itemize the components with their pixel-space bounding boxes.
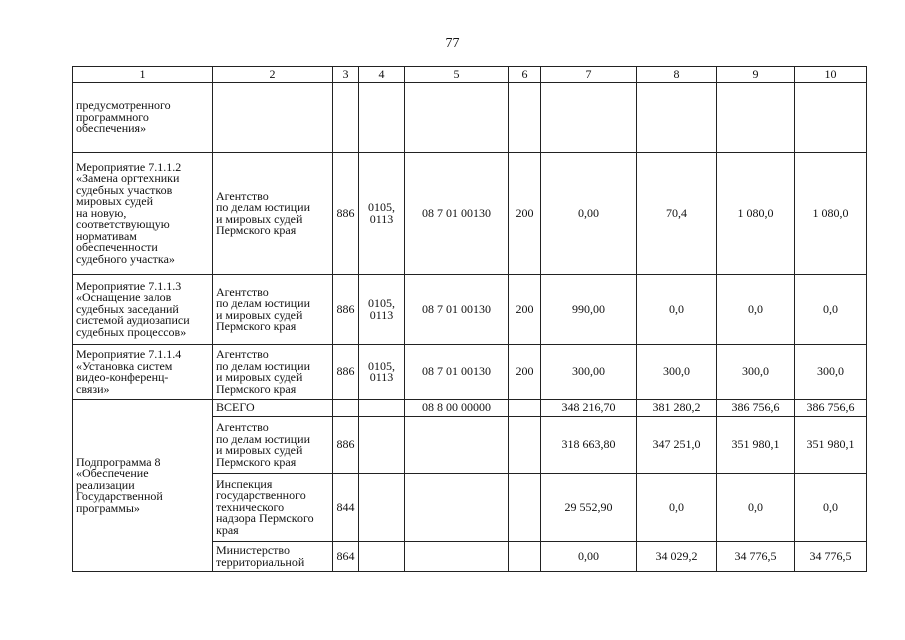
- code-6-cell: 200: [509, 153, 541, 275]
- value-10-cell: 0,0: [795, 275, 867, 345]
- code-5-cell: 08 7 01 00130: [405, 345, 509, 400]
- code-6-cell: 200: [509, 275, 541, 345]
- value-9-cell: 351 980,1: [717, 417, 795, 474]
- code-3-cell: [333, 400, 359, 417]
- value-9-cell: 0,0: [717, 474, 795, 542]
- header-cell: 2: [213, 67, 333, 83]
- code-6-cell: [509, 83, 541, 153]
- code-5-cell: [405, 417, 509, 474]
- value-9-cell: 300,0: [717, 345, 795, 400]
- activity-name: Мероприятие 7.1.1.2 «Замена оргтехники судебных участков мировых судей на новую, соответствующую нормативам обеспеченности судебного участка»: [73, 153, 213, 275]
- table-row: [73, 345, 867, 400]
- value-7-cell: 0,00: [541, 153, 637, 275]
- code-3-cell: 864: [333, 542, 359, 572]
- value-10-cell: [795, 83, 867, 153]
- value-10-cell: 386 756,6: [795, 400, 867, 417]
- header-cell: 10: [795, 67, 867, 83]
- executor-cell: [213, 83, 333, 153]
- value-7-cell: 348 216,70: [541, 400, 637, 417]
- subprogram-name: Подпрограмма 8 «Обеспечение реализации Государственной программы»: [73, 400, 213, 572]
- code-3-cell: 886: [333, 153, 359, 275]
- code-4-cell: 0105, 0113: [359, 275, 405, 345]
- code-6-cell: [509, 400, 541, 417]
- value-7-cell: 300,00: [541, 345, 637, 400]
- value-7-cell: 29 552,90: [541, 474, 637, 542]
- value-9-cell: [717, 83, 795, 153]
- value-10-cell: 34 776,5: [795, 542, 867, 572]
- executor-cell: Министерство территориальной: [213, 542, 333, 572]
- code-6-cell: [509, 417, 541, 474]
- activity-name: Мероприятие 7.1.1.3 «Оснащение залов судебных заседаний системой аудиозаписи судебных процессов»: [73, 275, 213, 345]
- code-3-cell: 886: [333, 345, 359, 400]
- activity-name: предусмотренного программного обеспечения»: [73, 83, 213, 153]
- table-row: [73, 275, 867, 345]
- header-cell: 7: [541, 67, 637, 83]
- value-10-cell: 351 980,1: [795, 417, 867, 474]
- value-7-cell: 318 663,80: [541, 417, 637, 474]
- budget-table: [72, 66, 867, 572]
- value-10-cell: 300,0: [795, 345, 867, 400]
- code-6-cell: [509, 474, 541, 542]
- header-cell: 5: [405, 67, 509, 83]
- header-cell: 1: [73, 67, 213, 83]
- value-9-cell: 1 080,0: [717, 153, 795, 275]
- code-4-cell: [359, 474, 405, 542]
- executor-cell: ВСЕГО: [213, 400, 333, 417]
- code-5-cell: [405, 83, 509, 153]
- value-8-cell: 381 280,2: [637, 400, 717, 417]
- header-row: [73, 67, 867, 83]
- value-8-cell: 34 029,2: [637, 542, 717, 572]
- code-4-cell: [359, 417, 405, 474]
- code-5-cell: [405, 542, 509, 572]
- value-8-cell: 347 251,0: [637, 417, 717, 474]
- code-4-cell: [359, 542, 405, 572]
- code-3-cell: 886: [333, 417, 359, 474]
- value-7-cell: 0,00: [541, 542, 637, 572]
- code-5-cell: 08 8 00 00000: [405, 400, 509, 417]
- code-4-cell: [359, 400, 405, 417]
- table-row: [73, 400, 867, 417]
- value-9-cell: 34 776,5: [717, 542, 795, 572]
- code-4-cell: [359, 83, 405, 153]
- header-cell: 3: [333, 67, 359, 83]
- value-8-cell: 300,0: [637, 345, 717, 400]
- value-10-cell: 1 080,0: [795, 153, 867, 275]
- executor-cell: Агентство по делам юстиции и мировых судей Пермского края: [213, 153, 333, 275]
- code-6-cell: 200: [509, 345, 541, 400]
- value-8-cell: 70,4: [637, 153, 717, 275]
- executor-cell: Агентство по делам юстиции и мировых судей Пермского края: [213, 345, 333, 400]
- executor-cell: Агентство по делам юстиции и мировых судей Пермского края: [213, 275, 333, 345]
- value-8-cell: 0,0: [637, 275, 717, 345]
- value-7-cell: [541, 83, 637, 153]
- value-9-cell: 0,0: [717, 275, 795, 345]
- table-row: [73, 153, 867, 275]
- code-5-cell: [405, 474, 509, 542]
- value-7-cell: 990,00: [541, 275, 637, 345]
- value-10-cell: 0,0: [795, 474, 867, 542]
- table-row: [73, 83, 867, 153]
- activity-name: Мероприятие 7.1.1.4 «Установка систем видео-конференц- связи»: [73, 345, 213, 400]
- executor-cell: Инспекция государственного технического надзора Пермского края: [213, 474, 333, 542]
- header-cell: 8: [637, 67, 717, 83]
- header-cell: 9: [717, 67, 795, 83]
- code-5-cell: 08 7 01 00130: [405, 153, 509, 275]
- code-3-cell: [333, 83, 359, 153]
- value-8-cell: [637, 83, 717, 153]
- header-cell: 4: [359, 67, 405, 83]
- code-3-cell: 844: [333, 474, 359, 542]
- code-3-cell: 886: [333, 275, 359, 345]
- code-4-cell: 0105, 0113: [359, 153, 405, 275]
- code-4-cell: 0105, 0113: [359, 345, 405, 400]
- code-5-cell: 08 7 01 00130: [405, 275, 509, 345]
- code-6-cell: [509, 542, 541, 572]
- executor-cell: Агентство по делам юстиции и мировых судей Пермского края: [213, 417, 333, 474]
- value-9-cell: 386 756,6: [717, 400, 795, 417]
- header-cell: 6: [509, 67, 541, 83]
- page-number: 77: [445, 36, 460, 51]
- value-8-cell: 0,0: [637, 474, 717, 542]
